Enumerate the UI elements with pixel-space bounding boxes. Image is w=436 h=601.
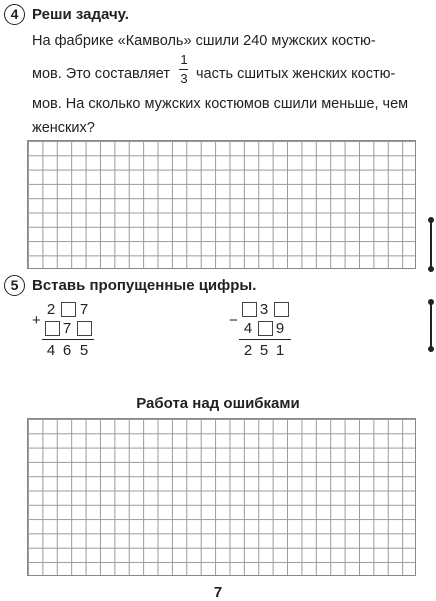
margin-bracket-2-bottom-dot: [428, 346, 434, 352]
digit: 4: [243, 320, 253, 337]
margin-bracket-bottom-dot: [428, 266, 434, 272]
missing-digit-box[interactable]: [77, 321, 92, 336]
digit: 7: [79, 301, 89, 318]
result-digit: 6: [62, 342, 72, 359]
fraction-bar: [179, 69, 188, 70]
sum-line: [42, 339, 94, 340]
difference-line: [239, 339, 291, 340]
task-4-answer-grid[interactable]: [27, 140, 416, 269]
fraction-numerator: 1: [180, 52, 188, 67]
plus-sign: +: [32, 312, 41, 329]
result-digit: 2: [243, 342, 253, 359]
margin-bracket: [430, 220, 432, 270]
task-4-text-line-2-end: часть сшитых женских костю-: [196, 66, 396, 82]
page-number: 7: [213, 584, 223, 601]
result-digit: 5: [259, 342, 269, 359]
errors-section-title: Работа над ошибками: [136, 395, 300, 412]
digit: 2: [46, 301, 56, 318]
task-5-number-badge: 5: [4, 275, 25, 296]
missing-digit-box[interactable]: [61, 302, 76, 317]
result-digit: 5: [79, 342, 89, 359]
fraction-denominator: 3: [180, 71, 188, 86]
task-4-number-badge: 4: [4, 4, 25, 25]
task-4-text-line-3: мов. На сколько мужских костюмов сшили меньше, чем: [32, 96, 409, 112]
missing-digit-box[interactable]: [45, 321, 60, 336]
digit: 3: [259, 301, 269, 318]
result-digit: 1: [275, 342, 285, 359]
result-digit: 4: [46, 342, 56, 359]
task-4-text-line-1: На фабрике «Камволь» сшили 240 мужских костю-: [32, 33, 376, 49]
missing-digit-box[interactable]: [258, 321, 273, 336]
margin-bracket-2: [430, 302, 432, 350]
missing-digit-box[interactable]: [274, 302, 289, 317]
task-4-text-line-2-start: мов. Это составляет: [32, 66, 170, 82]
errors-work-grid[interactable]: [27, 418, 416, 576]
digit: 7: [62, 320, 72, 337]
minus-sign: −: [229, 312, 238, 329]
task-5-title: Вставь пропущенные цифры.: [32, 277, 257, 294]
task-4-text-line-4: женских?: [32, 120, 95, 136]
missing-digit-box[interactable]: [242, 302, 257, 317]
task-4-title: Реши задачу.: [32, 6, 129, 23]
digit: 9: [275, 320, 285, 337]
